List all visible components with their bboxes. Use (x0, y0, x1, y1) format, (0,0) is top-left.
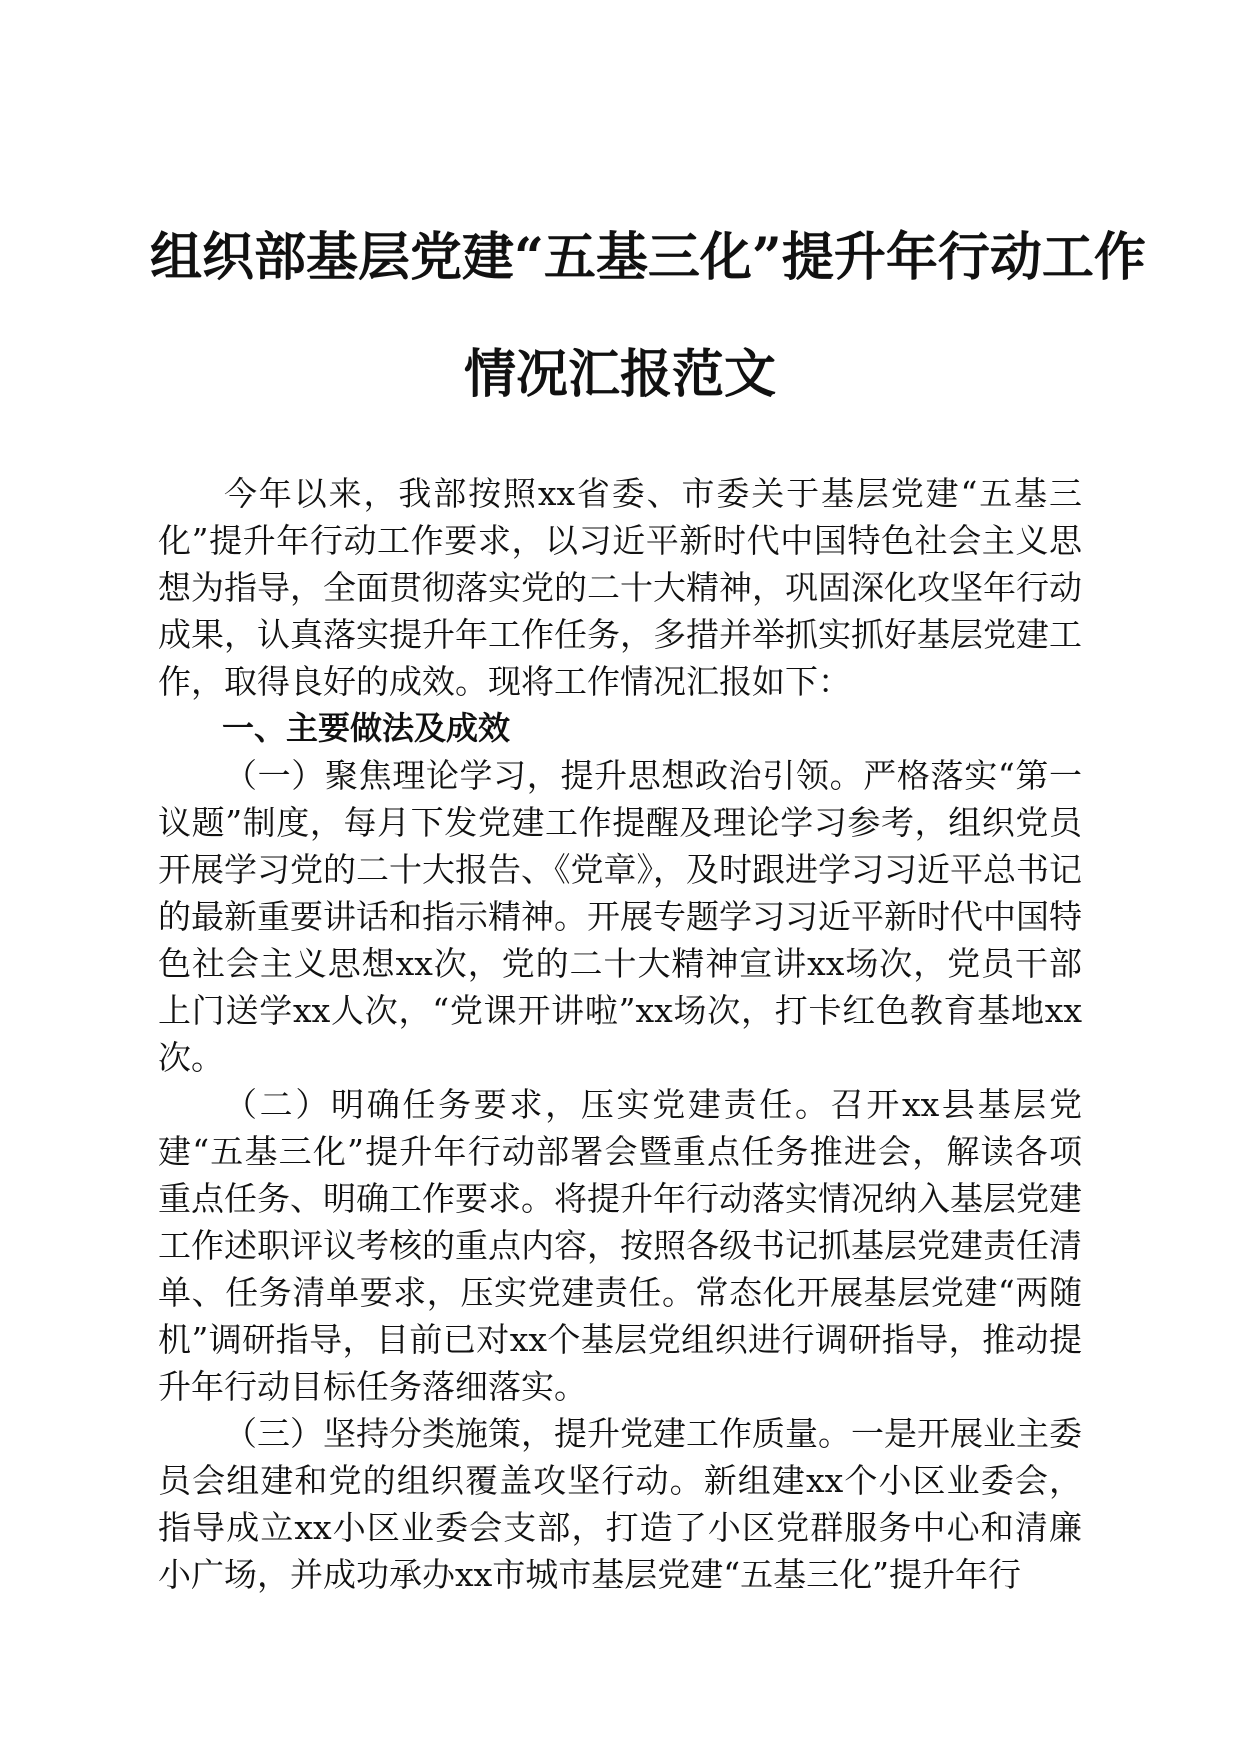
document-title-line-2: 情况汇报范文 (463, 344, 776, 405)
document-body (158, 470, 1082, 1598)
document-title-line-1: 组织部基层党建“五基三化”提升年行动工作 (150, 227, 1146, 288)
section-heading: 一、主要做法及成效 (222, 709, 511, 747)
paragraph-2: （二）明确任务要求，压实党建责任。召开xx县基层党建“五基三化”提升年行动部署会暨重点任务推进会，解读各项重点任务、明确工作要求。将提升年行动落实情况纳入基层党建工作述职评议考核的重点内容，按照各级书记抓基层党建责任清单、任务清单要求，压实党建责任。常态化开展基层党建“两随机”调研指导，目前已对xx个基层党组织进行调研指导，推动提升年行动目标任务落细落实。 (158, 1085, 1082, 1406)
paragraph-1: （一）聚焦理论学习，提升思想政治引领。严格落实“第一议题”制度，每月下发党建工作提醒及理论学习参考，组织党员开展学习党的二十大报告、《党章》，及时跟进学习习近平总书记的最新重要讲话和指示精神。开展专题学习习近平新时代中国特色社会主义思想xx次，党的二十大精神宣讲xx场次，党员干部上门送学xx人次，“党课开讲啦”xx场次，打卡红色教育基地xx次。 (158, 756, 1082, 1077)
intro-paragraph: 今年以来，我部按照xx省委、市委关于基层党建“五基三化”提升年行动工作要求，以习近平新时代中国特色社会主义思想为指导，全面贯彻落实党的二十大精神，巩固深化攻坚年行动成果，认真落实提升年工作任务，多措并举抓实抓好基层党建工作，取得良好的成效。现将工作情况汇报如下： (158, 474, 1082, 701)
paragraph-3: （三）坚持分类施策，提升党建工作质量。一是开展业主委员会组建和党的组织覆盖攻坚行动。新组建xx个小区业委会，指导成立xx小区业委会支部，打造了小区党群服务中心和清廉小广场，并成功承办xx市城市基层党建“五基三化”提升年行 (158, 1414, 1082, 1594)
